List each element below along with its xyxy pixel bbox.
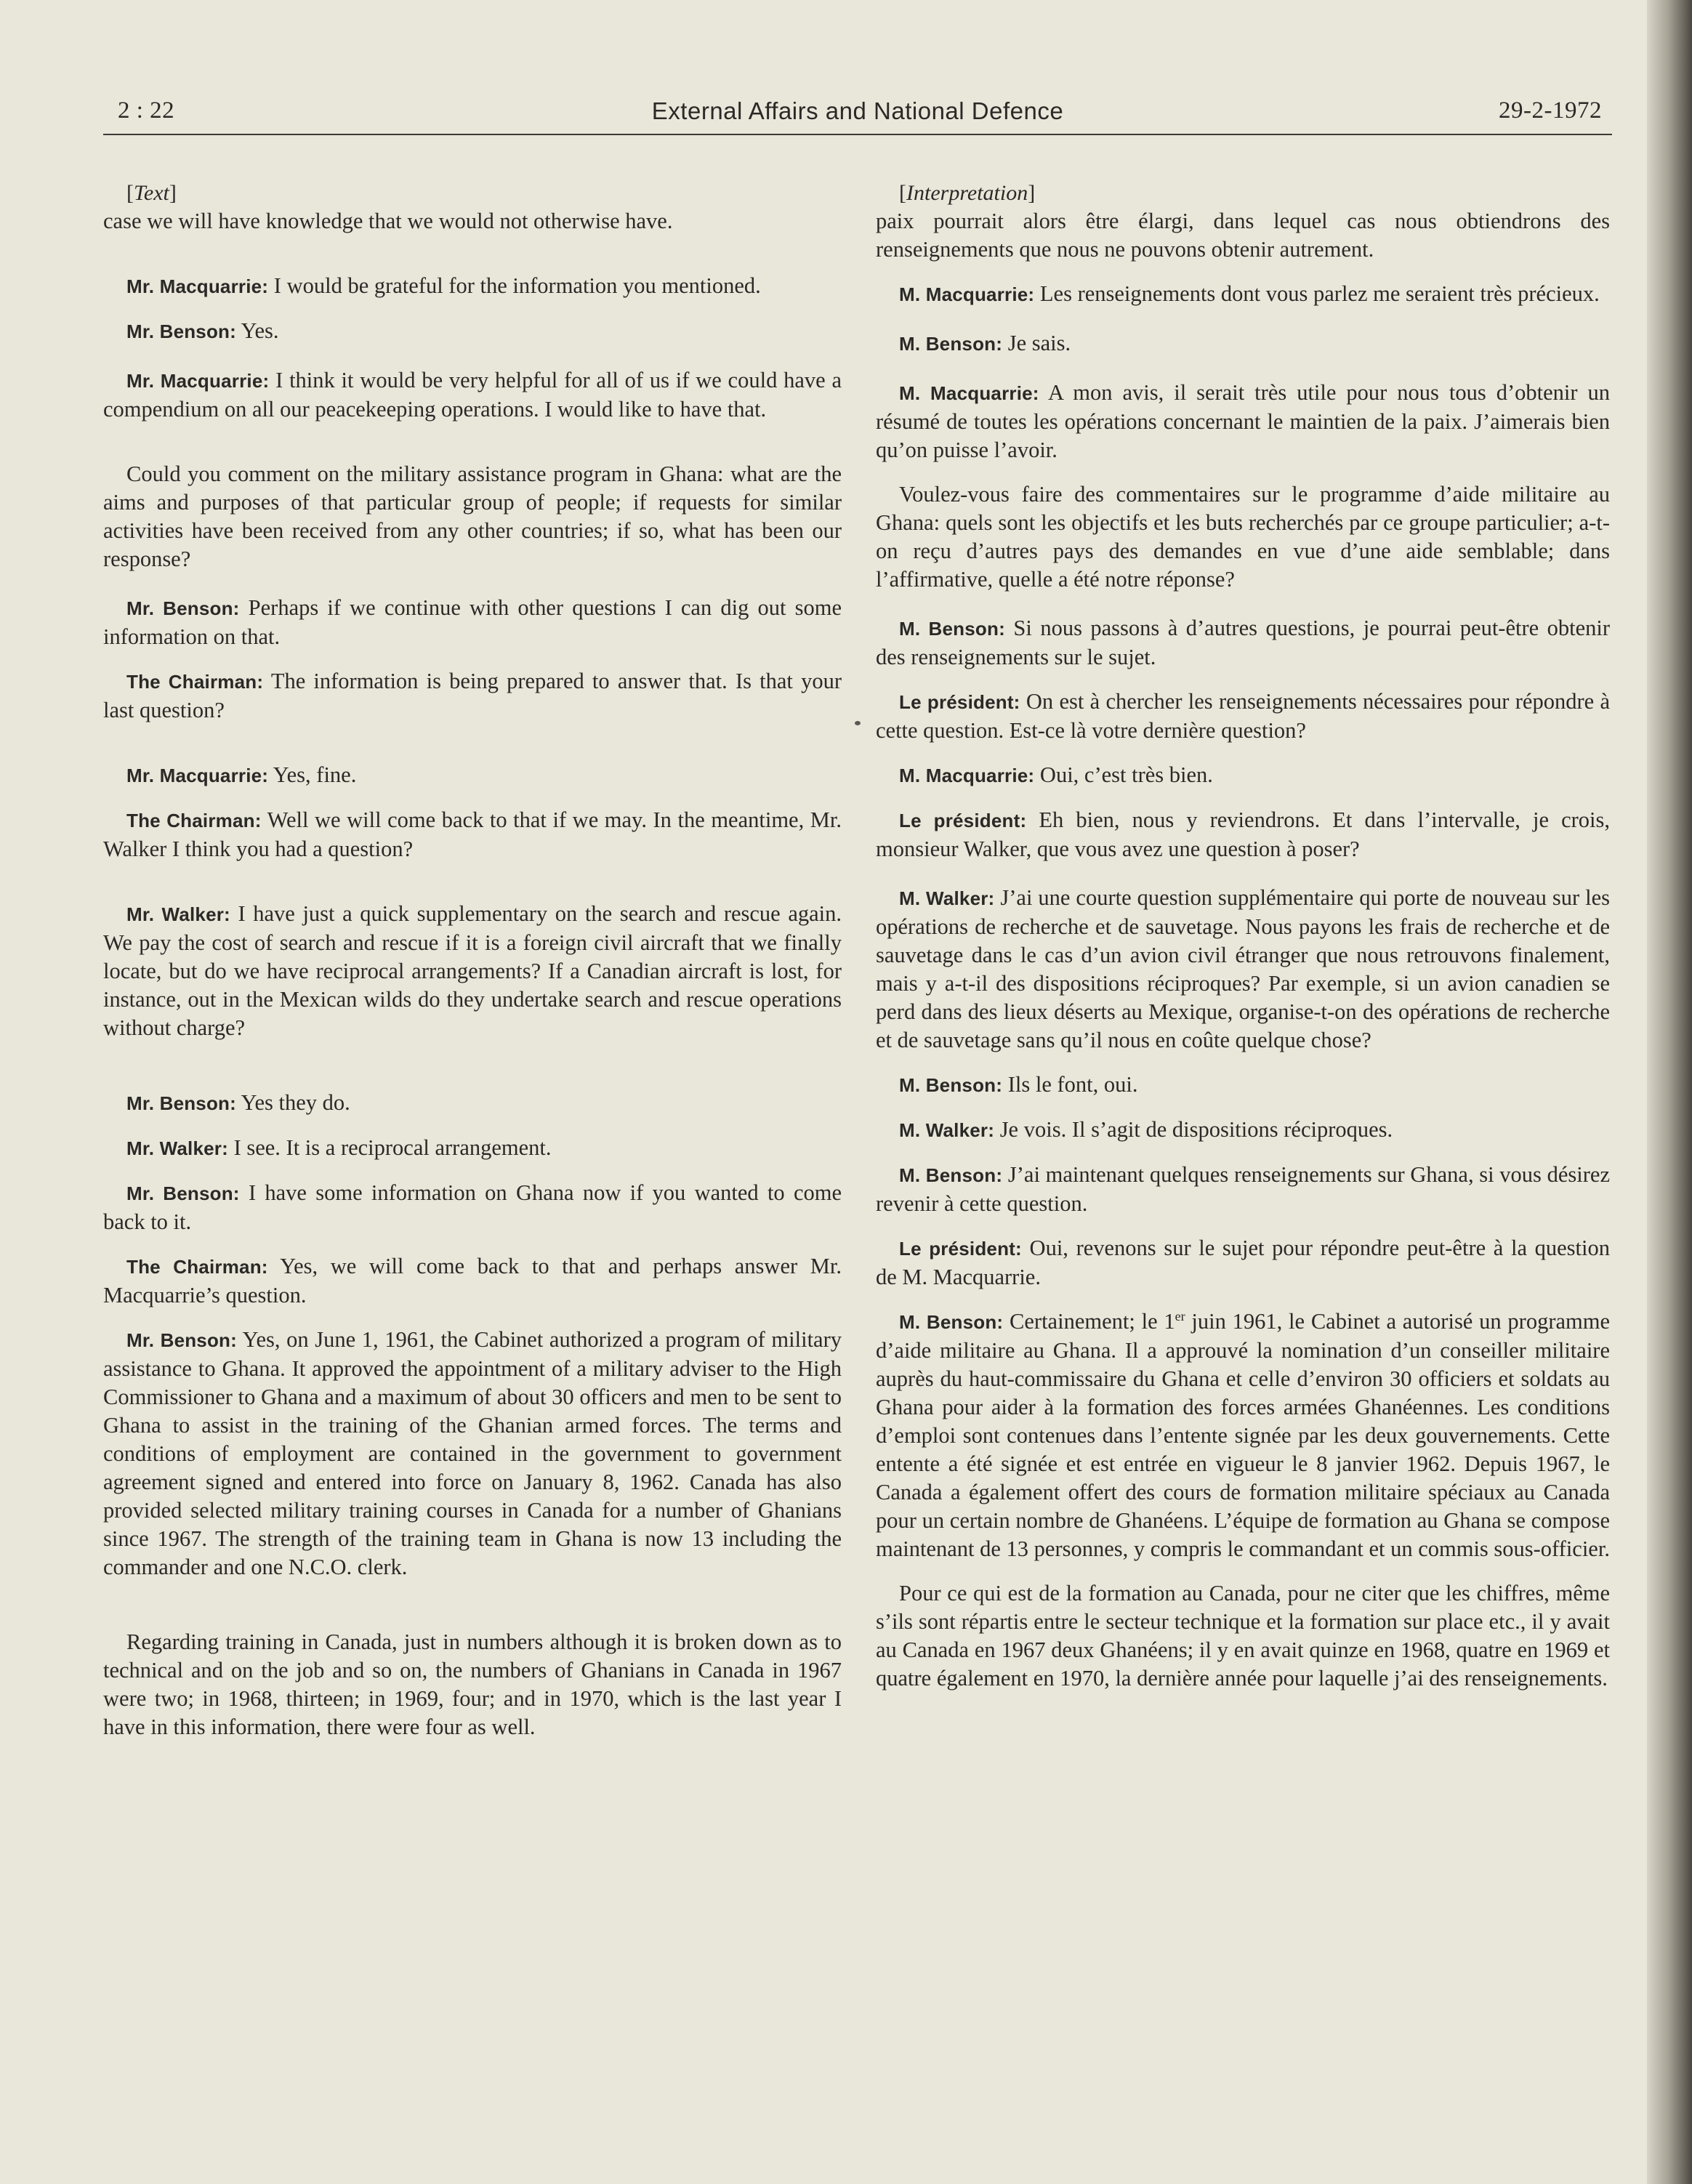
speaker-name: Mr. Macquarrie:: [126, 275, 269, 297]
speaker-name: The Chairman:: [126, 810, 262, 831]
paragraph: The Chairman: Yes, we will come back to that and perhaps answer Mr. Macquarrie’s question.: [103, 1254, 842, 1307]
column-french: [876, 179, 1610, 1693]
paragraph: M. Macquarrie: Oui, c’est très bien.: [899, 762, 1213, 787]
speaker-name: Mr. Benson:: [126, 1329, 237, 1351]
paragraph: Mr. Macquarrie: Yes, fine.: [126, 762, 357, 787]
paragraph: The Chairman: Well we will come back to that if we may. In the meantime, Mr. Walker I think you had a question?: [103, 807, 842, 861]
speaker-name: M. Benson:: [899, 618, 1005, 640]
header-title: External Affairs and National Defence: [651, 97, 1064, 124]
running-header: [103, 93, 1612, 135]
speaker-name: Mr. Benson:: [126, 1182, 240, 1204]
paragraph: Le président: On est à chercher les renseignements nécessaires pour répondre à cette question. Est-ce là votre dernière question?: [876, 689, 1610, 743]
paragraph: Mr. Benson: Perhaps if we continue with other questions I can dig out some information on that.: [103, 595, 842, 649]
paragraph: Mr. Benson: Yes they do.: [126, 1090, 350, 1115]
paragraph: Mr. Macquarrie: I think it would be very helpful for all of us if we could have a compendium on all our peacekeeping operations. I would like to have that.: [103, 368, 842, 422]
paragraph: M. Macquarrie: Les renseignements dont vous parlez me seraient très précieux.: [899, 281, 1600, 306]
speaker-name: Le président:: [899, 1238, 1022, 1260]
paragraph: Mr. Walker: I have just a quick supplementary on the search and rescue again. We pay the cost of search and rescue if it is a foreign civil aircraft that we finally locate, but do we have reciprocal arrangements? If a Canadian aircraft is lost, for instance, out in the Mexican wilds do they undertake search and rescue operations without charge?: [103, 901, 842, 1040]
speaker-name: Le président:: [899, 810, 1027, 831]
paragraph: Voulez-vous faire des commentaires sur le programme d’aide militaire au Ghana: quels sont les objectifs et les buts recherchés par ce groupe particulier; a-t-on reçu d’autres pays des demandes en vue d’une aide semblable; dans l’affirmative, quelle a été notre réponse?: [876, 482, 1610, 592]
speaker-name: M. Walker:: [899, 887, 995, 909]
paragraph: M. Walker: J’ai une courte question supplémentaire qui porte de nouveau sur les opérations de recherche et de sauvetage. Nous payons les frais de recherche et de sauvetage dans le cas d’un avion civil étranger que nous retrouvons finalement, mais y a-t-il des dispositions réciproques? Par exemple, si un avion canadien se perd dans des lieux déserts au Mexique, organise-t-on des opérations de recherche et de sauvetage sans qu’il nous en coûte quelque chose?: [876, 885, 1611, 1052]
speaker-name: M. Benson:: [899, 1164, 1003, 1186]
speaker-name: M. Macquarrie:: [899, 382, 1039, 404]
paragraph: case we will have knowledge that we would not otherwise have.: [103, 209, 673, 233]
page-number: 2 : 22: [118, 97, 175, 124]
paragraph: Mr. Benson: Yes.: [126, 318, 279, 343]
speaker-name: M. Benson:: [899, 333, 1003, 355]
speaker-name: Mr. Benson:: [126, 597, 240, 619]
speaker-name: M. Macquarrie:: [899, 765, 1035, 786]
speaker-name: Mr. Walker:: [126, 903, 230, 925]
paragraph: Could you comment on the military assistance program in Ghana: what are the aims and purposes of that particular group of people; if requests for similar activities have been received from any other countries; if so, what has been our response?: [103, 462, 842, 571]
paragraph: Regarding training in Canada, just in numbers although it is broken down as to technical and on the job and so on, the numbers of Ghanians in Canada in 1967 were two; in 1968, thirteen; in 1969, four; and in 1970, which is the last year I have in this information, there were four as well.: [103, 1629, 842, 1739]
header-date: 29-2-1972: [1499, 97, 1602, 124]
paragraph: M. Benson: Si nous passons à d’autres questions, je pourrai peut-être obtenir des renseignements sur le sujet.: [876, 616, 1611, 669]
speaker-name: Mr. Benson:: [126, 1092, 236, 1114]
speaker-name: M. Macquarrie:: [899, 283, 1035, 305]
speaker-name: M. Benson:: [899, 1311, 1004, 1333]
paragraph: Le président: Oui, revenons sur le sujet pour répondre peut-être à la question de M. Macquarrie.: [876, 1236, 1610, 1289]
column-english: [103, 179, 842, 1741]
paragraph: The Chairman: The information is being prepared to answer that. Is that your last question?: [103, 669, 842, 722]
paragraph: Pour ce qui est de la formation au Canada, pour ne citer que les chiffres, même s’ils sont répartis entre le secteur technique et la formation sur place etc., il y avait au Canada en 1967 deux Ghanéens; il y en avait quinze en 1968, quatre en 1969 et quatre également en 1970, la dernière année pour laquelle j’ai des renseignements.: [876, 1581, 1610, 1691]
speaker-name: Le président:: [899, 691, 1020, 713]
column-label: [Text]: [126, 181, 177, 205]
paragraph: M. Benson: Certainement; le 1er juin 1961, le Cabinet a autorisé un programme d’aide militaire au Ghana. Il a approuvé la nomination d’un conseiller militaire auprès du haut-commissaire du Ghana et celle d’environ 30 officiers et soldats au Ghana pour aider à la formation des forces armées Ghanéennes. Les conditions d’emploi sont contenues dans l’entente signée par les deux gouvernements. Cette entente a été signée et est entrée en vigueur le 8 janvier 1962. Depuis 1967, le Canada a également offert des cours de formation militaire spéciaux au Canada pour un certain nombre de Ghanéens. L’équipe de formation au Ghana se compose maintenant de 13 personnes, y compris le commandant et un commis sous-officier.: [876, 1308, 1610, 1561]
paragraph: Mr. Benson: Yes, on June 1, 1961, the Cabinet authorized a program of military assistance to Ghana. It approved the appointment of a military adviser to the High Commissioner to Ghana and a maximum of about 30 officers and men to be sent to Ghana to assist in the training of the Ghanian armed forces. The terms and conditions of employment are contained in the government to government agreement signed and entered into force on January 8, 1962. Canada has also provided selected military training courses in Canada for a number of Ghanians since 1967. The strength of the training team in Ghana is now 13 including the commander and one N.C.O. clerk.: [103, 1327, 842, 1579]
paragraph: Mr. Walker: I see. It is a reciprocal arrangement.: [126, 1135, 552, 1160]
paragraph: Mr. Benson: I have some information on Ghana now if you wanted to come back to it.: [103, 1180, 842, 1234]
speaker-name: M. Benson:: [899, 1074, 1003, 1096]
column-label: [Interpretation]: [899, 181, 1036, 205]
speaker-name: M. Walker:: [899, 1119, 995, 1141]
paragraph: M. Macquarrie: A mon avis, il serait très utile pour nous tous d’obtenir un résumé de toutes les opérations concernant le maintien de la paix. J’aimerais bien qu’on puisse l’avoir.: [876, 380, 1610, 462]
speaker-name: The Chairman:: [126, 671, 264, 693]
paragraph: M. Benson: J’ai maintenant quelques renseignements sur Ghana, si vous désirez revenir à cette question.: [876, 1162, 1610, 1216]
paragraph: Mr. Macquarrie: I would be grateful for the information you mentioned.: [126, 273, 761, 298]
speaker-name: Mr. Macquarrie:: [126, 370, 270, 392]
page-edge-shadow: [1647, 0, 1692, 2184]
speaker-name: Mr. Macquarrie:: [126, 765, 269, 786]
paragraph: Le président: Eh bien, nous y reviendrons. Et dans l’intervalle, je crois, monsieur Walker, que vous avez une question à poser?: [876, 807, 1610, 861]
paragraph: M. Walker: Je vois. Il s’agit de dispositions réciproques.: [899, 1117, 1393, 1142]
speck-mark: [855, 721, 861, 725]
paragraph: paix pourrait alors être élargi, dans lequel cas nous obtiendrons des renseignements que nous ne pouvons obtenir autrement.: [876, 209, 1610, 262]
paragraph: M. Benson: Je sais.: [899, 331, 1071, 355]
speaker-name: Mr. Walker:: [126, 1137, 228, 1159]
paragraph: M. Benson: Ils le font, oui.: [899, 1072, 1138, 1097]
speaker-name: Mr. Benson:: [126, 321, 236, 342]
speaker-name: The Chairman:: [126, 1256, 268, 1278]
